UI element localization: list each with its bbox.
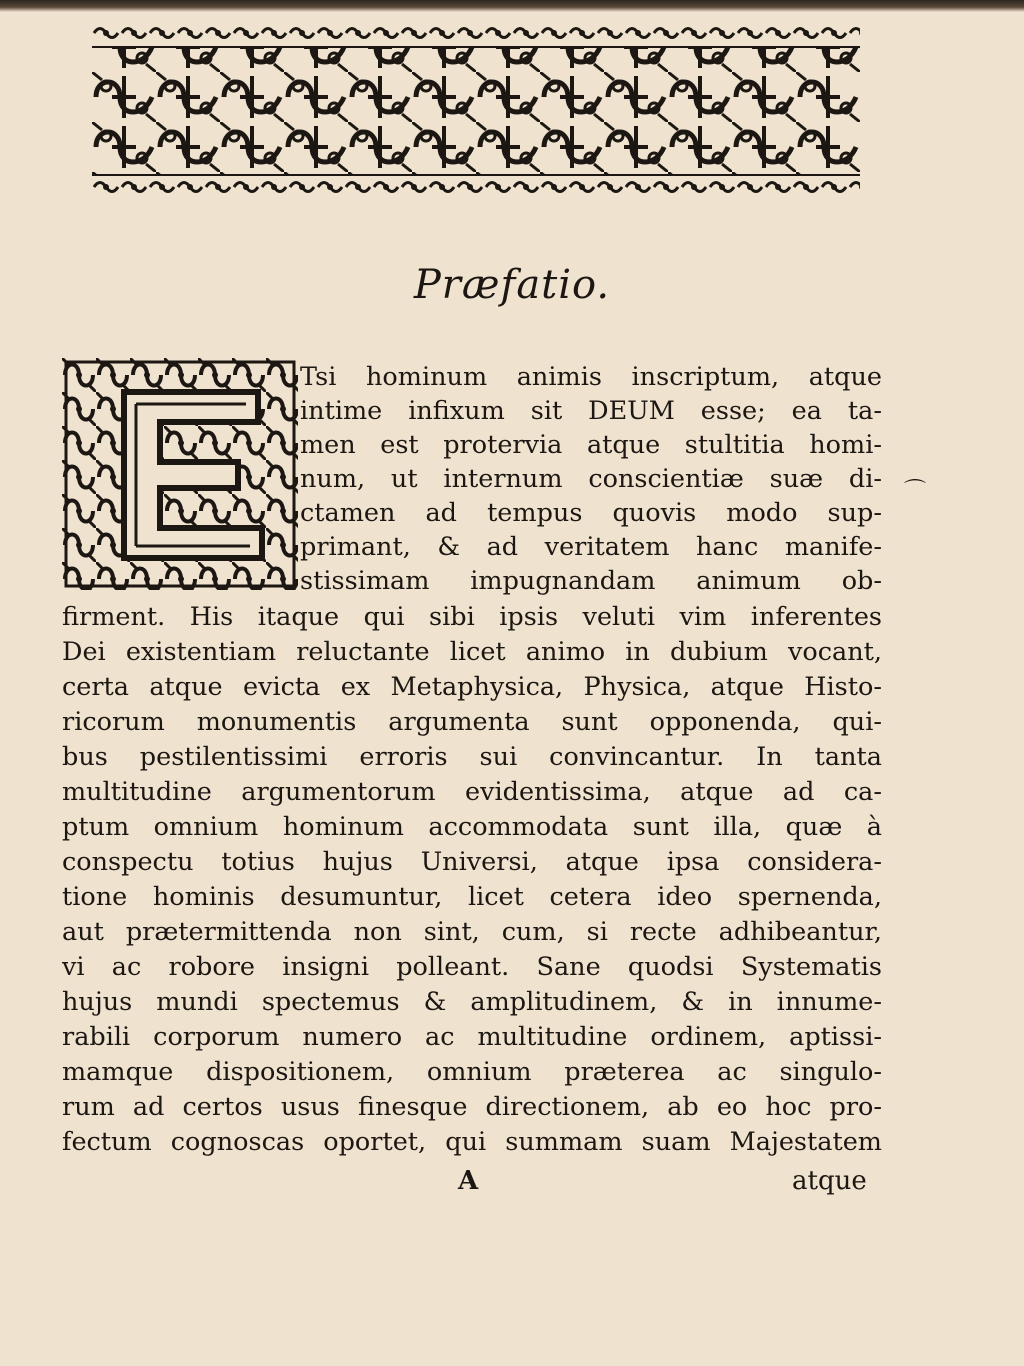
page-title: Præfatio. — [413, 262, 611, 308]
text-line: primant, & ad veritatem hanc manife- — [300, 532, 882, 562]
text-line: stissimam impugnandam animum ob- — [300, 566, 882, 596]
text-line: vi ac robore insigni polleant. Sane quodsi Systematis — [62, 952, 882, 982]
text-line: ptum omnium hominum accommodata sunt illa, quæ à — [62, 812, 882, 842]
ornamental-headpiece-icon — [92, 22, 860, 200]
text-line: bus pestilentissimi erroris sui convincantur. In tanta — [62, 742, 882, 772]
text-line: intime infixum sit DEUM esse; ea ta- — [300, 396, 882, 426]
signature-mark: A — [458, 1166, 479, 1196]
text-line: mamque dispositionem, omnium præterea ac singulo- — [62, 1057, 882, 1087]
text-line: certa atque evicta ex Metaphysica, Physica, atque Histo- — [62, 672, 882, 702]
catchword: atque — [792, 1166, 867, 1196]
text-line: Dei existentiam reluctante licet animo in dubium vocant, — [62, 637, 882, 667]
text-line: ctamen ad tempus quovis modo sup- — [300, 498, 882, 528]
text-line: Tsi hominum animis inscriptum, atque — [300, 362, 882, 392]
text-line: hujus mundi spectemus & amplitudinem, & in innume- — [62, 987, 882, 1017]
text-line: num, ut internum conscientiæ suæ di- — [300, 464, 882, 494]
margin-tick-icon: ⌒ — [904, 479, 927, 504]
text-line: firment. His itaque qui sibi ipsis veluti vim inferentes — [62, 602, 882, 632]
text-line: rum ad certos usus finesque directionem, ab eo hoc pro- — [62, 1092, 882, 1122]
decorated-initial-icon — [62, 358, 298, 590]
text-line: fectum cognoscas oportet, qui summam suam Majestatem — [62, 1127, 882, 1157]
text-line: men est protervia atque stultitia homi- — [300, 430, 882, 460]
text-line: ricorum monumentis argumenta sunt opponenda, qui- — [62, 707, 882, 737]
text-line: multitudine argumentorum evidentissima, atque ad ca- — [62, 777, 882, 807]
text-line: aut prætermittenda non sint, cum, si recte adhibeantur, — [62, 917, 882, 947]
text-line: rabili corporum numero ac multitudine ordinem, aptissi- — [62, 1022, 882, 1052]
text-line: conspectu totius hujus Universi, atque ipsa considera- — [62, 847, 882, 877]
page-top-edge — [0, 0, 1024, 12]
text-line: tione hominis desumuntur, licet cetera ideo spernenda, — [62, 882, 882, 912]
